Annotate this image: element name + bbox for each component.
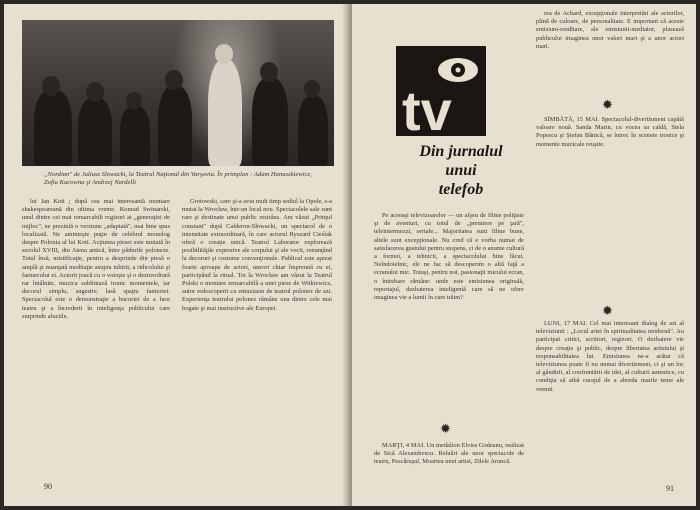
- page-number: 90: [44, 482, 52, 491]
- actor-figure-1: [34, 90, 72, 166]
- tv-logo-icon: [392, 40, 492, 140]
- actor-figure-7: [298, 96, 328, 166]
- article-text: MARŢI, 4 MAI. Un medalion Elvira Godeanu, realizat de Sică Alexandrescu. Reluări ale unor spectacole de teatru, Pescăruşul, Moartea unui artist, Zilele Aruncă.: [374, 442, 524, 466]
- actor-head-2: [86, 82, 104, 102]
- title-line-2: unui: [445, 162, 477, 179]
- right-page: [352, 4, 696, 506]
- article-title: [396, 142, 526, 199]
- article-text: rea de Achard, excepţionale interpretări ale actorilor, plină de culoare, de personalitate. E important că aceste emisiuni-reeditare, ale emisiunii-mediator, plasează publicului imaginea unor valori mari şi a unor actori mari.: [536, 10, 684, 50]
- actor-head-6: [260, 62, 278, 82]
- magazine-spread: [4, 4, 696, 506]
- actor-head-5: [215, 44, 233, 64]
- article-text: lui Jan Kott ; după cea mai interesantă montare shakespeareană din ultima vreme. Konrad Swinarski, unul dintre cei mai remarcabili regizori ai „generaţiei de mijloc", ne prezintă o versiune „adaptată", mai bine spus localizată. Ne aminteşte puţin de celebrul monolog despre Polonia al lui Kott. Acţiunea piesei este mutată în secolul XVIII, din Atena antică, între pădurile poloneze. Totul însă, mistificaţie, pentru a desprinde din piesă o amplă şi nuanţată meditaţie asupra iubirii, a ridicolului şi farmecului ei. Actorii joacă cu o voioşie şi o dezinvoltură rar întâlnite, muzica subliniază ironic momentele, iar decorul simplu, sugestiv, lasă spaţiu fanteziei. Spectacolul este o demonstraţie a bucuriei de a face teatru şi a încrederii în inteligenţa publicului care surprinde aluziile.: [22, 198, 170, 320]
- article-text: SÎMBĂTĂ, 15 MAI. Spectacolul-divertisment capătă valoare nouă. Sanda Marin, cu vocea sa caldă, Stela Popescu şi Ştefan Bănică, se întrec în scenete ironice şi momente muzicale reuşite.: [536, 116, 684, 148]
- logo-text: tv: [402, 79, 452, 140]
- actor-head-4: [165, 70, 183, 90]
- theatre-photo: [22, 20, 334, 166]
- actor-figure-2: [78, 98, 112, 166]
- title-line-3: telefob: [438, 181, 484, 198]
- entry-sambata: [536, 116, 684, 296]
- page-number: 91: [666, 484, 674, 493]
- actor-figure-6: [252, 78, 288, 166]
- actor-head-3: [126, 92, 142, 110]
- actor-figure-4: [158, 86, 192, 166]
- actor-figure-3: [120, 106, 150, 166]
- entry-luni: [536, 320, 684, 480]
- title-line-1: Din jurnalul: [419, 143, 503, 160]
- right-column-1: [374, 212, 524, 438]
- left-column-1: [22, 198, 170, 470]
- actor-head-1: [42, 76, 60, 96]
- photo-caption: „Nordian" de Juliusz Slowacki, la Teatrul Naţional din Varşovia. În primplan : Adam Hanuszkiewicz, Zofia Kucowna şi Andrzej Nardelli: [44, 171, 312, 187]
- left-page: [4, 4, 348, 506]
- article-text: LUNI, 17 MAI. Cel mai interesant dialog de azi al televiziunii : „Locul artei în spiritualitatea modernă". Au participat critici, scriitori, regizori. O dezbatere vie despre creaţie şi public, despre libertatea artistului şi responsabilitatea lui. Emisiunea ne-a arătat că televiziunea poate fi nu numai divertisment, ci şi un loc al gândirii, al confruntării de idei, al culturii autentice, cu condiţia să aibă curajul de a aborda marile teme ale vremii.: [536, 320, 684, 393]
- actor-head-7: [304, 80, 320, 98]
- sun-ornament-icon: ✹: [440, 421, 451, 436]
- article-text: Grotowski, care şi-a avut mult timp sediul la Opole, s-a mutat la Wrocław, într-un local nou. Spectacolele sale sunt rare şi destinate unui public restrâns. Am văzut „Prinţul constant" după Calderon-Słowacki, un spectacol de o intensitate extraordinară, în care actorul Ryszard Cieślak oferă o creaţie unică. Teatrul Laborator explorează posibilităţile expresive ale corpului şi ale vocii, renunţând la decoruri şi costume convenţionale. Publicul este aşezat foarte aproape de actori, uneori chiar împreună cu ei, participând la ritual. Tot la Wrocław am văzut la Teatrul Polski o montare remarcabilă a unei piese de Witkiewicz, autor redescoperit cu entuziasm de teatrul polonez de azi. Experienţa teatrului polonez rămâne una dintre cele mai bogate şi mai instructive ale Europei.: [182, 198, 332, 312]
- right-column-2-top: [536, 10, 684, 94]
- sun-ornament-icon: ✹: [602, 97, 613, 112]
- sun-ornament-icon: ✹: [602, 303, 613, 318]
- left-column-2: [182, 198, 332, 470]
- entry-marti: [374, 442, 524, 496]
- actor-figure-5: [208, 60, 242, 166]
- logo-glint: [456, 68, 461, 73]
- article-text: Pe aceeaşi televizoarelor — un afşeu de filme poliţiste şi de aventuri, cu totul de „premiere pe ţară", teleintermezzi, seriale... Majoritatea sunt filme bune, altele sunt excepţionale. Nu cred că e vorba numai de satisfacerea gustului pentru suspens, ci de o anume cultură a formei, a tehnicii, a spectacolului bine făcut. Neîndoielnic, ele ne fac să descoperim o altă faţă a ecranului mic. Totuşi, pentru noi, pasionaţii micului ecran, o întrebare rămâne: unde este emisiunea originală, reportajul, dezbaterea inteligentă care să ne ofere imaginea vie a lumii în care trăim?: [374, 212, 524, 302]
